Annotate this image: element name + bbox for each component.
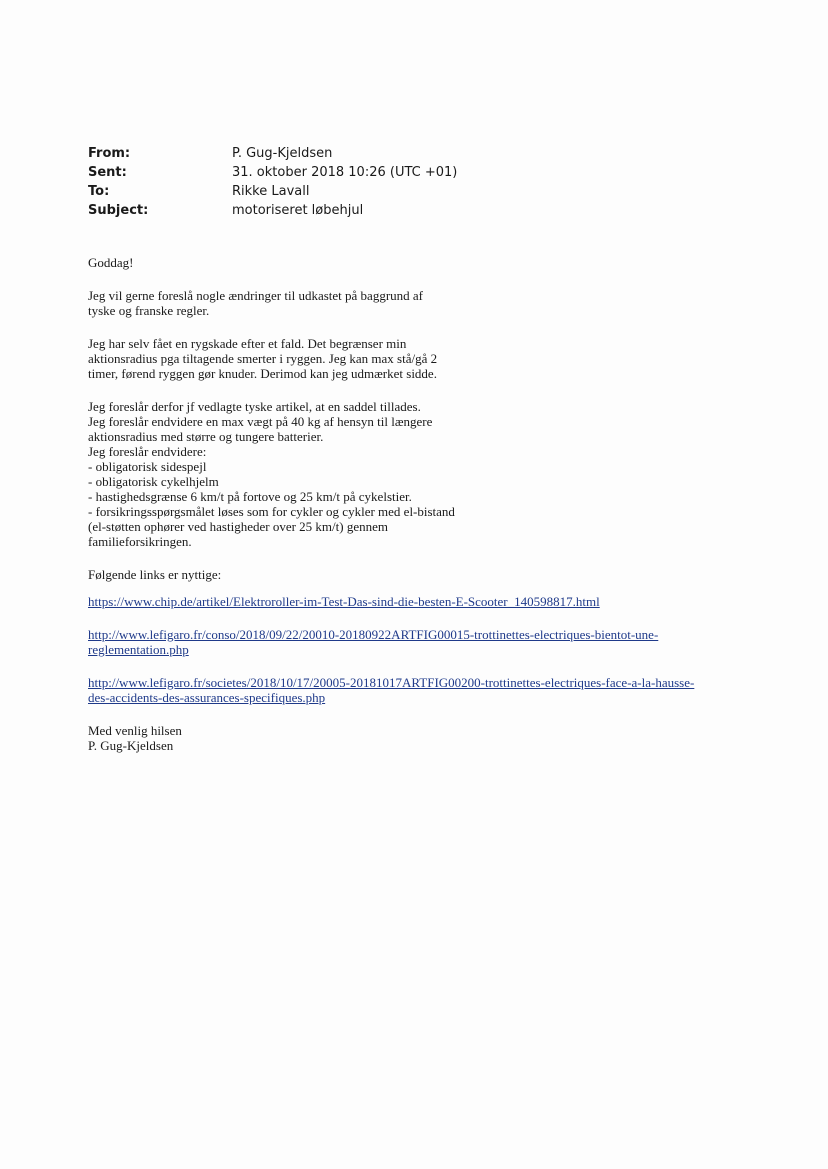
link-lefigaro-societes-line-2[interactable]: des-accidents-des-assurances-specifiques.php bbox=[88, 690, 326, 705]
to-value: Rikke Lavall bbox=[232, 184, 310, 199]
sent-row bbox=[88, 163, 457, 182]
subject-value: motoriseret løbehjul bbox=[232, 203, 364, 218]
sent-label: Sent: bbox=[88, 165, 127, 180]
to-label: To: bbox=[88, 184, 110, 199]
subject-label: Subject: bbox=[88, 203, 149, 218]
links-intro: Følgende links er nyttige: bbox=[88, 567, 222, 582]
sent-value: 31. oktober 2018 10:26 (UTC +01) bbox=[232, 165, 458, 180]
greeting: Goddag! bbox=[88, 255, 134, 270]
closing: Med venlig hilsen bbox=[88, 723, 182, 738]
paragraph-proposal: Jeg vil gerne foreslå nogle ændringer til udkastet på baggrund af tyske og franske regler. bbox=[88, 288, 424, 318]
link-chip-line-1[interactable]: https://www.chip.de/artikel/Elektroroller-im-Test-Das-sind-die-besten-E-Scooter_140598817.html bbox=[88, 594, 600, 609]
link-lefigaro-societes[interactable] bbox=[88, 675, 748, 705]
from-value: P. Gug-Kjeldsen bbox=[232, 146, 333, 161]
link-lefigaro-societes-line-1[interactable]: http://www.lefigaro.fr/societes/2018/10/17/20005-20181017ARTFIG00200-trottinettes-electriques-face-a-la-hausse- bbox=[88, 675, 695, 690]
link-lefigaro-conso[interactable] bbox=[88, 627, 748, 657]
signature: P. Gug-Kjeldsen bbox=[88, 738, 174, 753]
link-lefigaro-conso-line-2[interactable]: reglementation.php bbox=[88, 642, 189, 657]
sign-off bbox=[88, 723, 748, 753]
from-label: From: bbox=[88, 146, 131, 161]
from-row bbox=[88, 144, 457, 163]
paragraph-suggestions: Jeg foreslår derfor jf vedlagte tyske artikel, at en saddel tillades. Jeg foreslår endvidere en max vægt på 40 kg af hensyn til længere aktionsradius med større og tungere batterier. Jeg foreslår endvidere: - obligatorisk sidespejl - obligatorisk cykelhjelm - hastighedsgrænse 6 km/t på fortove og 25 km/t på cykelstier. - forsikringsspørgsmålet løses som for cykler og cykler med el-bistand (el-støtten ophører ved hastigheder over 25 km/t) gennem familieforsikringen. bbox=[88, 399, 455, 549]
link-lefigaro-conso-line-1[interactable]: http://www.lefigaro.fr/conso/2018/09/22/20010-20180922ARTFIG00015-trottinettes-electriques-bientot-une- bbox=[88, 627, 659, 642]
email-body bbox=[88, 255, 748, 771]
email-header bbox=[88, 144, 457, 220]
paragraph-injury: Jeg har selv fået en rygskade efter et fald. Det begrænser min aktionsradius pga tiltagende smerter i ryggen. Jeg kan max stå/gå 2 timer, førend ryggen gør knuder. Derimod kan jeg udmærket sidde. bbox=[88, 336, 438, 381]
subject-row bbox=[88, 201, 457, 220]
to-row bbox=[88, 182, 457, 201]
link-chip[interactable] bbox=[88, 594, 748, 609]
